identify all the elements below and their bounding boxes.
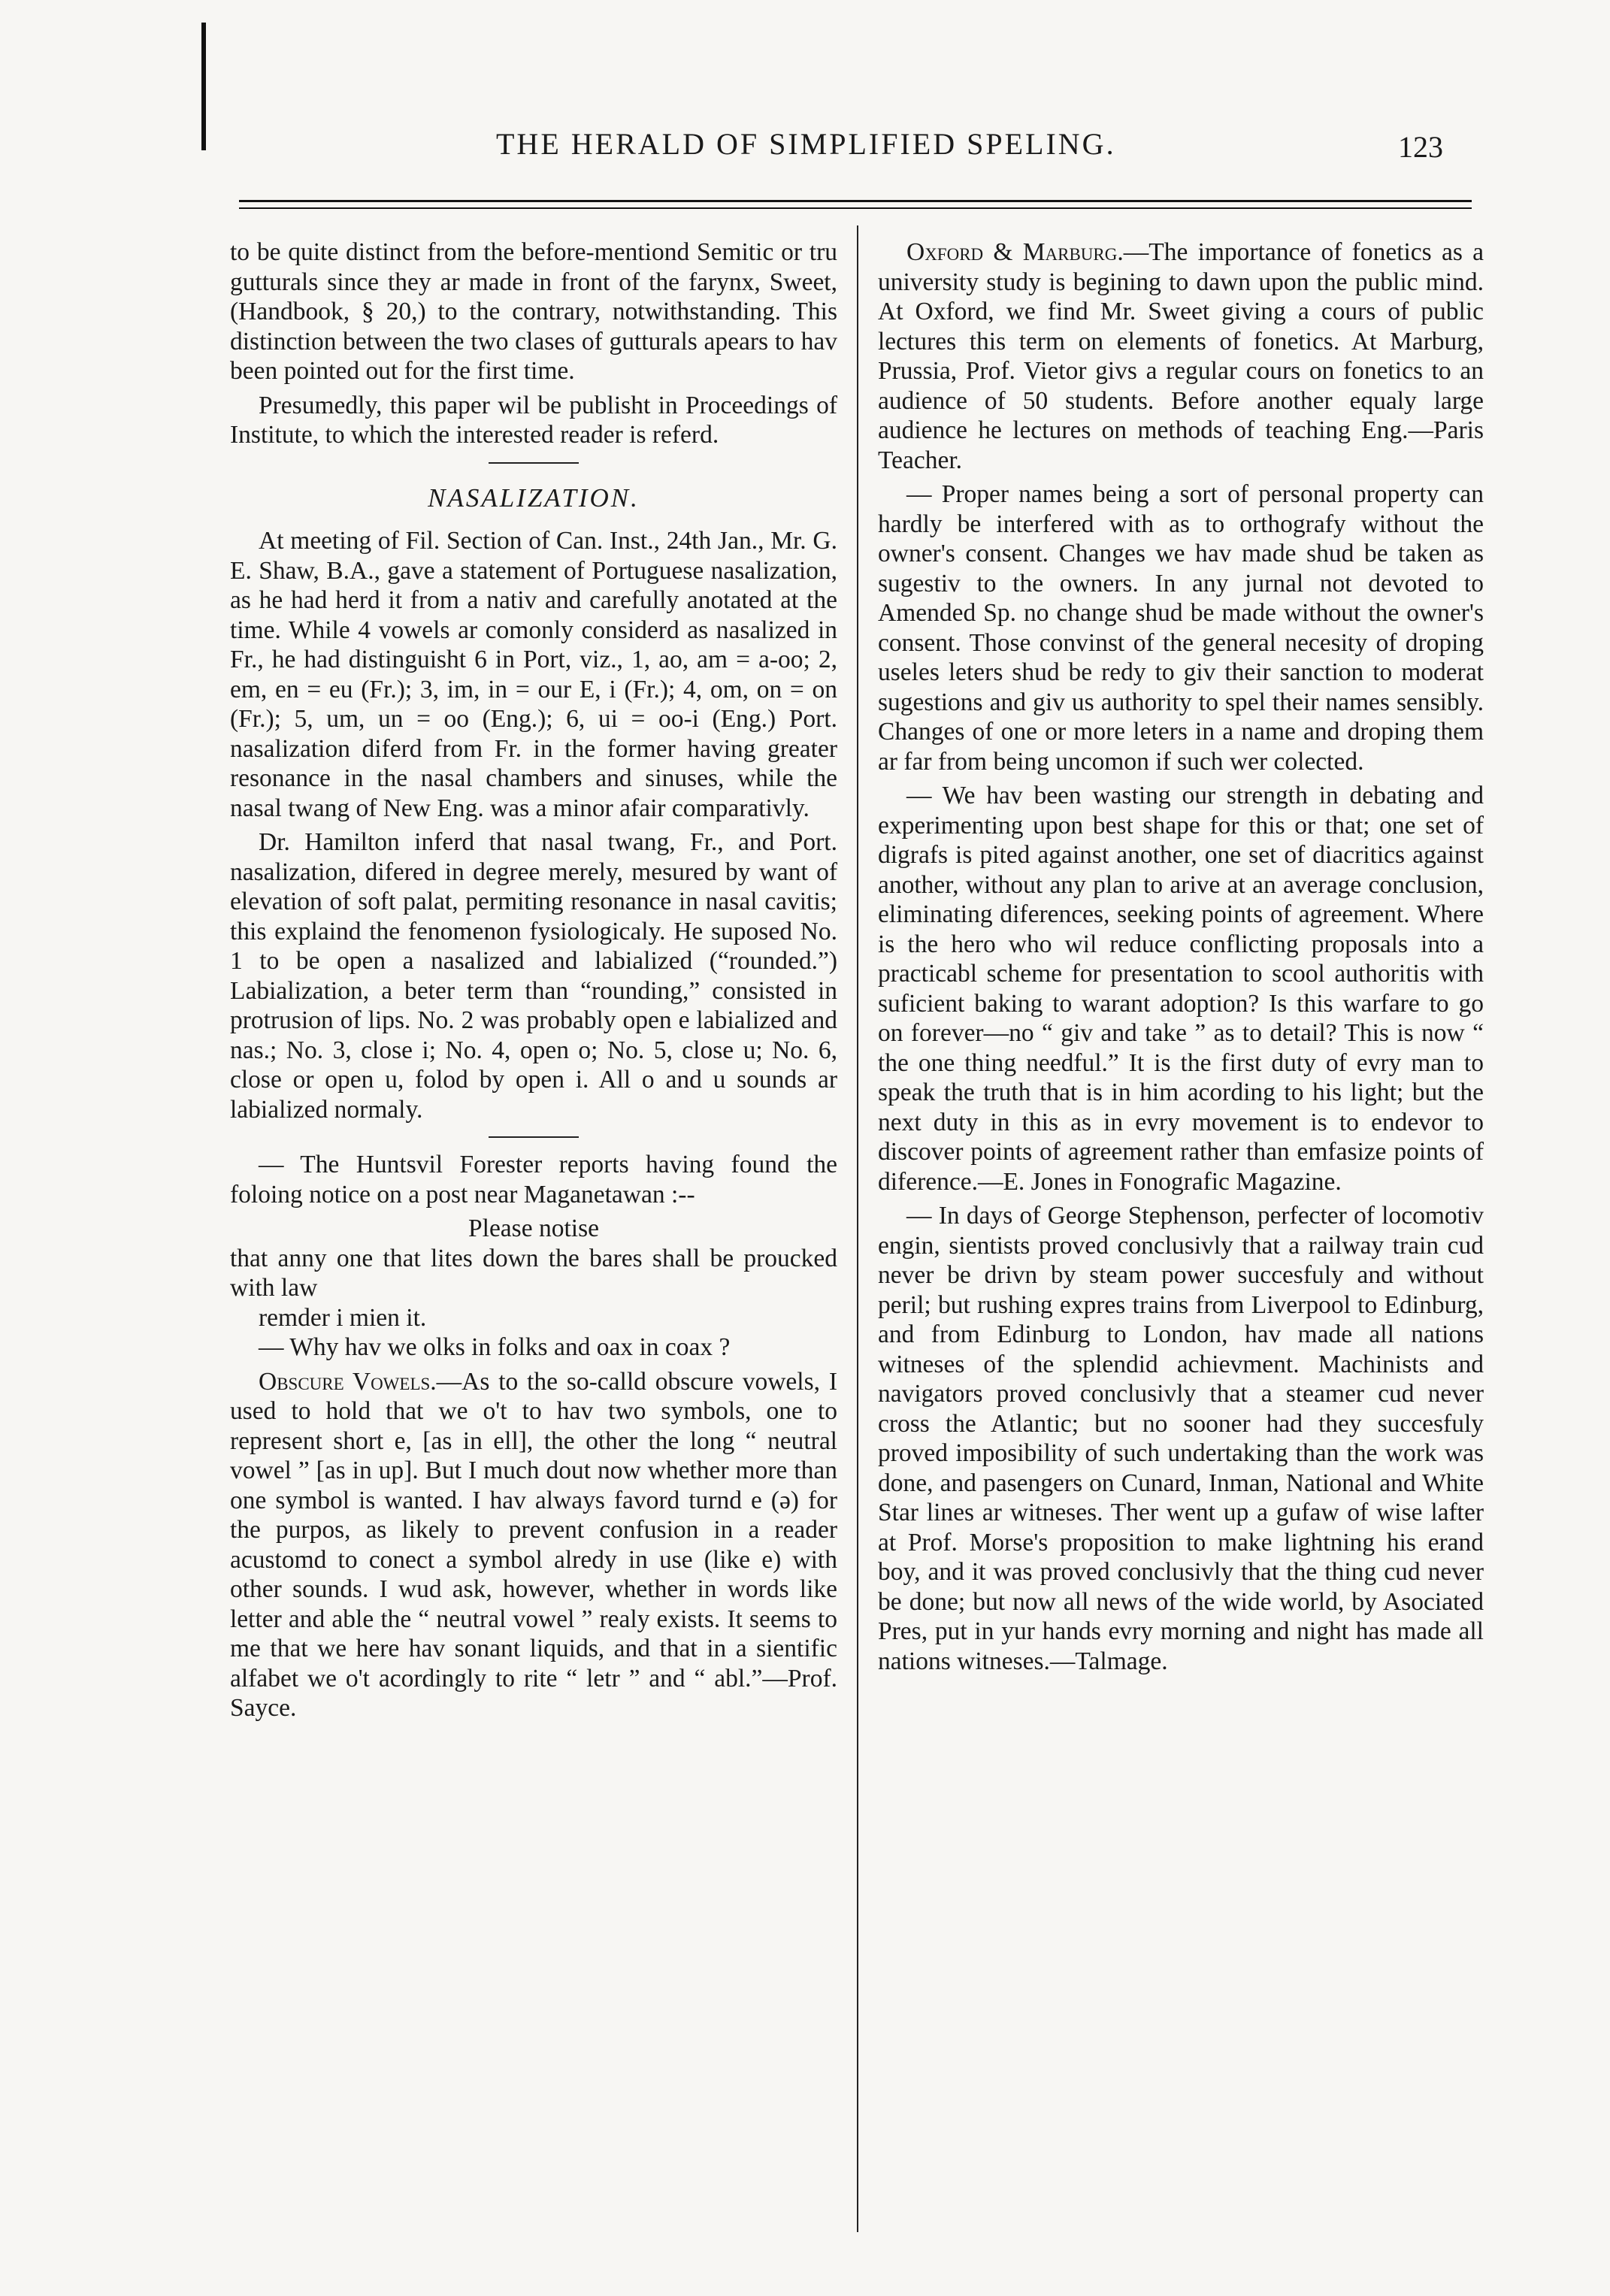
scan-margin-mark (201, 23, 206, 150)
notice-line-3: remder i mien it. (259, 1303, 427, 1332)
paragraph-nasalization-2: Dr. Hamilton inferd that nasal twang, Fr., and Port. nasalization, difered in degree merely, mesured by want of elevation of soft palat, permiting resonance in nasal cavitis; this explaind the fenomenon fysiologicaly. He suposed No. 1 to be open a nasalized and labialized (“rounded.”) Labialization, a beter term than “rounding,” consisted in protrusion of lips. No. 2 was probably open e labialized and nas.; No. 3, close i; No. 4, open o; No. 5, close u; No. 6, close or open u, folod by open i. All o and u sounds ar labialized normaly. (230, 828, 837, 1124)
header-rule (239, 200, 1472, 202)
paragraph-huntsvil: — The Huntsvil Forester reports having found the foloing notice on a post near Maganetawan :-- (230, 1151, 837, 1209)
paragraph-olks: — Why hav we olks in folks and oax in coax ? (259, 1333, 731, 1361)
paragraph-stephenson: — In days of George Stephenson, perfecter of locomotiv engin, sientists proved conclusivly that a railway train cud never be drivn by steam power succesfuly and without peril; but rushing expres trains from Liverpool to Edinburg, and from Edinburg to London, hav made all nations witneses of the splendid achievment. Machinists and navigators proved conclusivly that a steamer cud never cross the Atlantic; but no sooner had they succesfuly proved imposibility of such undertaking than the work was done, and pasengers on Cunard, Inman, National and White Star lines ar witneses. Ther went up a gufaw of wise lafter at Prof. Morse's proposition to make lightning his erand boy, and it was proved conclusivly that the thing cud never be done; but now all news of the wide world, by Asociated Pres, put in yur hands evry morning and night has made all nations witneses.—Talmage. (878, 1202, 1484, 1675)
notice-line-1: Please notise (468, 1215, 599, 1242)
paragraph-nasalization-1: At meeting of Fil. Section of Can. Inst., 24th Jan., Mr. G. E. Shaw, B.A., gave a statement of Portuguese nasalization, as he had herd it from a nativ and carefully anotated at the time. While 4 vowels ar comonly considerd as nasalized in Fr., he had distinguisht 6 in Port, viz., 1, ao, am = a-oo; 2, em, en = eu (Fr.); 3, im, in = our E, i (Fr.); 4, om, on = on (Fr.); 5, um, un = oo (Eng.); 6, ui = oo-i (Eng.) Port. nasalization diferd from Fr. in the former having greater resonance in the nasal chambers and sinuses, while the nasal twang of New Eng. was a minor afair comparativly. (230, 527, 837, 822)
left-column (230, 237, 837, 1728)
running-title: THE HERALD OF SIMPLIFIED SPELING. (496, 127, 1116, 161)
paragraph-proper-names: — Proper names being a sort of personal property can hardly be interfered with as to orthografy without the owner's consent. Changes we hav made shud be taken as sugestiv to the owners. In any jurnal not devoted to Amended Sp. no change shud be made without the owner's consent. Those convinst of the general necesity of droping useles leters shud be redy to giv their sanction to moderat sugestions and giv us authority to spel their names sensibly. Changes of one or more leters in a name and droping them ar far from being uncomon if such wer colected. (878, 480, 1484, 776)
notice-line-2: that anny one that lites down the bares shall be proucked with law (230, 1244, 837, 1302)
page-number: 123 (1398, 130, 1443, 164)
section-rule (489, 1136, 579, 1138)
obscure-body: —As to the so-calld obscure vowels, I used to hold that we o't to hav two symbols, one to represent short e, [as in ell], the other the long “ neutral vowel ” [as in up]. But I much dout now whether more than one symbol is wanted. I hav always favord turnd e (ə) for the purpos, as likely to prevent confusion in a reader acustomd to conect a symbol alredy in use (like e) with other sounds. I wud ask, however, whether in words like letter and able the “ neutral vowel ” realy exists. It seems to me that we here hav sonant liquids, and that in a sientific alfabet we o't acordingly to rite “ letr ” and “ abl.”—Prof. Sayce. (230, 1367, 837, 1722)
paragraph-wasting: — We hav been wasting our strength in debating and experimenting upon best shape for this or that; one set of digrafs is pited against another, one set of diacritics against another, without any plan to arive at an average conclusion, eliminating diferences, seeking points of agreement. Where is the hero who wil reduce conflicting proposals into a practicabl scheme for presentation to scool authoritis with suficient baking to warant adoption? Is this warfare to go on forever—no “ giv and take ” as to detail? This is now “ the one thing needful.” It is the first duty of evry man to speak the truth that is in him acording to his light; but the next duty in this as in evry movement is to endevor to discover points of agreement rather than emfasize points of diference.—E. Jones in Fonografic Magazine. (878, 782, 1484, 1196)
column-divider (857, 225, 858, 2232)
paragraph-oxford (878, 237, 1484, 475)
oxford-body: —The importance of fonetics as a university study is begining to dawn upon the public mind. At Oxford, we find Mr. Sweet giving a cours of public lectures this term on elements of fonetics. At Marburg, Prussia, Prof. Vietor givs a regular cours on fonetics to an audience of 50 students. Before another equaly large audience he lectures on methods of teaching Eng.—Paris Teacher. (878, 238, 1484, 474)
paragraph-proceedings: Presumedly, this paper wil be publisht in Proceedings of Institute, to which the interested reader is referd. (230, 391, 837, 449)
right-column (878, 237, 1484, 1680)
running-header (225, 126, 1458, 186)
section-heading-nasalization: NASALIZATION. (428, 482, 640, 513)
paragraph-gutturals: to be quite distinct from the before-mentiond Semitic or tru gutturals since they ar made in front of the farynx, Sweet, (Handbook, § 20,) to the contrary, notwithstanding. This distinction between the two clases of gutturals apears to hav been pointed out for the first time. (230, 238, 837, 385)
run-in-heading-obscure: Obscure Vowels. (259, 1367, 437, 1396)
header-rule-2 (239, 207, 1472, 209)
run-in-heading-oxford: Oxford & Marburg. (906, 238, 1124, 266)
paragraph-obscure-vowels (230, 1367, 837, 1723)
section-rule (489, 462, 579, 464)
